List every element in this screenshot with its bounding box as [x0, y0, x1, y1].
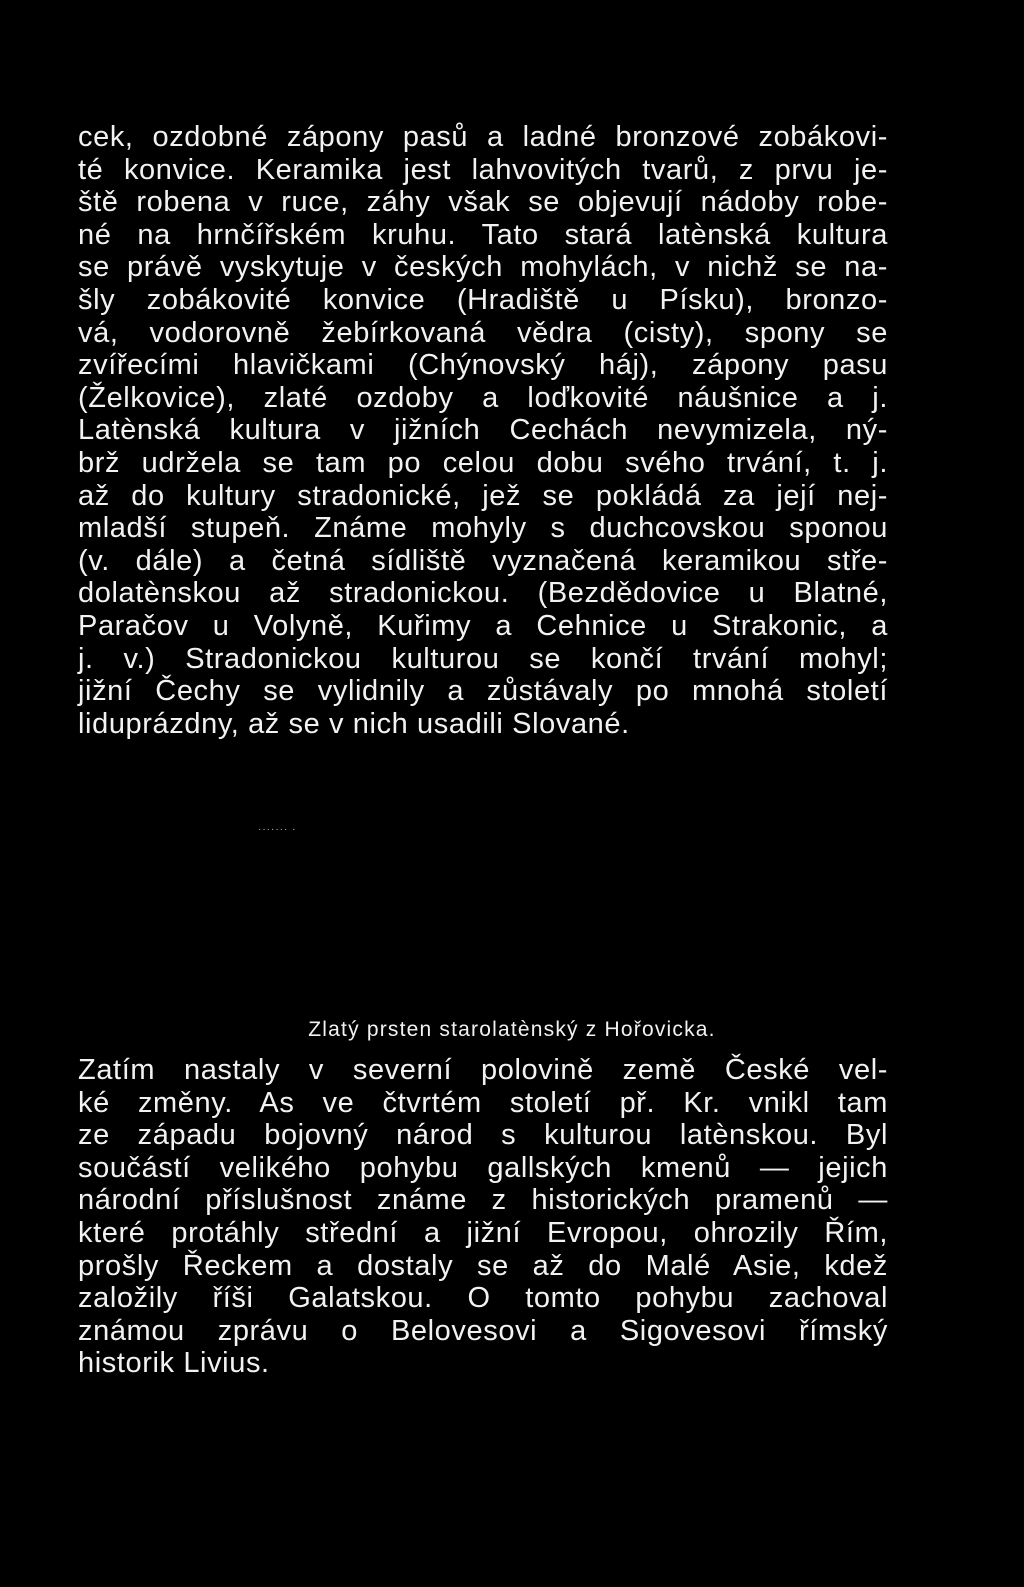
text-line: prošly Řeckem a dostaly se až do Malé Asie, kdež	[78, 1249, 888, 1282]
text-line: jižní Čechy se vylidnily a zůstávaly po mnohá století	[78, 675, 888, 708]
text-line: dolatènskou až stradonickou. (Bezdědovice u Blatné,	[78, 577, 888, 610]
text-line: brž udržela se tam po celou dobu svého trvání, t. j.	[78, 446, 888, 479]
text-line: historik Livius.	[78, 1347, 270, 1380]
text-line: cek, ozdobné zápony pasů a ladné bronzové zobákovi-	[78, 121, 888, 153]
text-line: ze západu bojovný národ s kulturou latènskou. Byl	[78, 1119, 888, 1152]
text-line: Latènská kultura v jižních Cechách nevymizela, ný-	[78, 414, 888, 447]
text-line: založily říši Galatskou. O tomto pohybu zachoval	[78, 1282, 888, 1315]
text-line: které protáhly střední a jižní Evropou, ohrozily Řím,	[78, 1216, 888, 1249]
text-line: (v. dále) a četná sídliště vyznačená keramikou stře-	[78, 544, 888, 577]
text-line: ště robena v ruce, záhy však se objevují nádoby robe-	[78, 186, 888, 219]
text-line: národní příslušnost známe z historických pramenů —	[78, 1184, 888, 1217]
image-remnant-dots: ······· ·	[258, 824, 297, 835]
text-line: až do kultury stradonické, jež se pokládá za její nej-	[78, 479, 888, 512]
text-line: ké změny. As ve čtvrtém století př. Kr. vnikl tam	[78, 1086, 888, 1119]
text-line: Paračov u Volyně, Kuřimy a Cehnice u Strakonic, a	[78, 609, 888, 642]
text-line: šly zobákovité konvice (Hradiště u Písku), bronzo-	[78, 283, 888, 316]
text-line: j. v.) Stradonickou kulturou se končí trvání mohyl;	[78, 642, 888, 675]
text-line: součástí velikého pohybu gallských kmenů — jejich	[78, 1151, 888, 1184]
text-line: se právě vyskytuje v českých mohylách, v nichž se na-	[78, 251, 888, 284]
figure-caption: Zlatý prsten starolatènský z Hořovicka.	[308, 1018, 716, 1041]
bottom-paragraph	[78, 1054, 888, 1380]
top-paragraph	[78, 121, 888, 740]
text-line: liduprázdny, až se v nich usadili Slované.	[78, 707, 630, 740]
text-line: mladší stupeň. Známe mohyly s duchcovskou sponou	[78, 512, 888, 545]
text-line: né na hrnčířském kruhu. Tato stará latènská kultura	[78, 218, 888, 251]
text-line: zvířecími hlavičkami (Chýnovský háj), zápony pasu	[78, 349, 888, 382]
text-line: (Želkovice), zlaté ozdoby a loďkovité náušnice a j.	[78, 381, 888, 414]
text-line: té konvice. Keramika jest lahvovitých tvarů, z prvu je-	[78, 153, 888, 186]
text-line: vá, vodorovně žebírkovaná vědra (cisty), spony se	[78, 316, 888, 349]
text-line: Zatím nastaly v severní polovině země České vel-	[78, 1054, 888, 1086]
text-line: známou zprávu o Belovesovi a Sigovesovi římský	[78, 1314, 888, 1347]
